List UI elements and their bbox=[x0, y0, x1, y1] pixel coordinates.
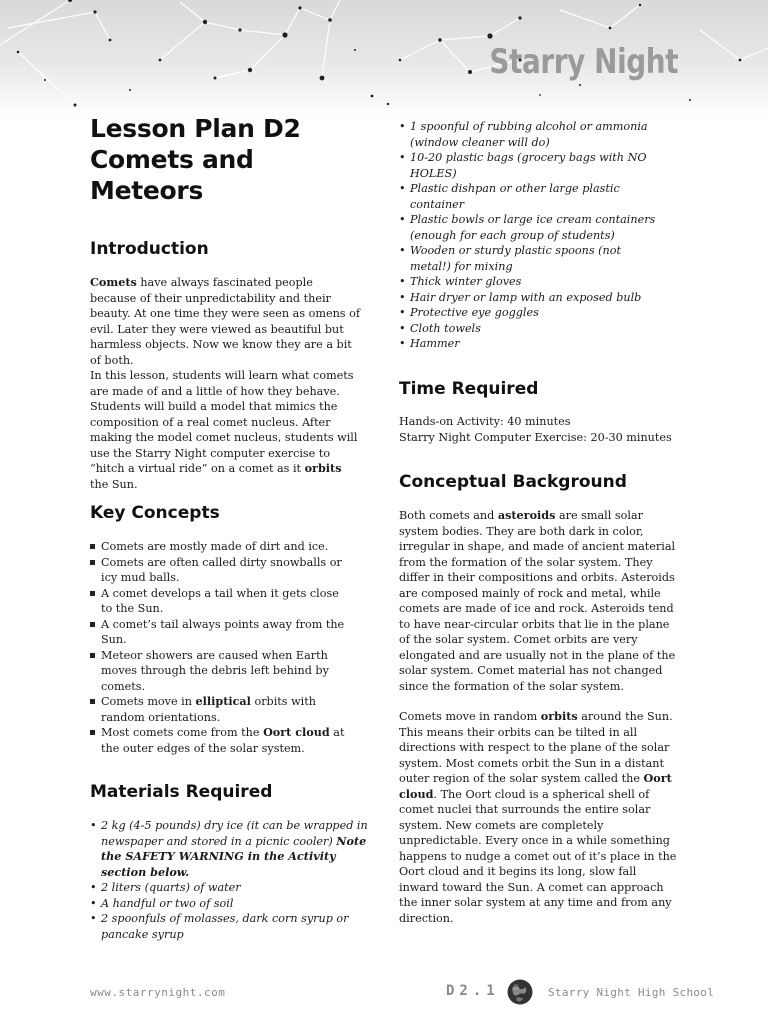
intro-p1-text: have always fascinated people because of their unpredictability and their beauty. At one time they were seen as omens of evil. Later they were viewed as beautiful but harmless objects. Now we know they are a bit of both. bbox=[90, 276, 360, 367]
item-text: Most comets come from the bbox=[101, 726, 264, 739]
time-activity: Hands-on Activity: 40 minutes bbox=[399, 415, 571, 428]
list-item: A comet develops a tail when it gets close to the Sun. bbox=[90, 586, 348, 617]
list-item: Comets are mostly made of dirt and ice. bbox=[90, 539, 348, 555]
lesson-title bbox=[90, 113, 370, 206]
bg-p2-mid: around the Sun. This means their orbits can be tilted in all directions with respect to the plane of the solar system. Most comets orbit the Sun in a distant outer region of the solar system called the bbox=[399, 710, 673, 785]
list-item bbox=[90, 725, 348, 756]
background-paragraph-2 bbox=[399, 709, 677, 926]
safety-warning-note: Note the SAFETY WARNING in the Activity section below. bbox=[101, 833, 367, 879]
key-concepts-list bbox=[90, 539, 348, 756]
item-text: 2 kg (4-5 pounds) dry ice (it can be wrapped in newspaper and stored in a picnic cooler) bbox=[101, 819, 368, 848]
list-item bbox=[90, 818, 368, 880]
list-item: • Wooden or sturdy plastic spoons (not metal!) for mixing bbox=[399, 243, 665, 274]
list-item: • Cloth towels bbox=[399, 321, 665, 337]
list-item: • A handful or two of soil bbox=[90, 896, 368, 912]
bg-p2-text: Comets move in random bbox=[399, 710, 541, 723]
background-paragraph-1 bbox=[399, 508, 677, 694]
footer-website: www.starrynight.com bbox=[90, 986, 226, 999]
title-line-1: Lesson Plan D2 bbox=[90, 114, 301, 143]
list-item: • 10-20 plastic bags (grocery bags with NO HOLES) bbox=[399, 150, 665, 181]
oort-cloud-term: Oort cloud bbox=[399, 771, 672, 801]
list-item: • Hair dryer or lamp with an exposed bulb bbox=[399, 290, 665, 306]
item-text: Comets move in bbox=[101, 695, 196, 708]
list-item: A comet’s tail always points away from the Sun. bbox=[90, 617, 348, 648]
bg-p1-text: Both comets and bbox=[399, 509, 498, 522]
list-item: Meteor showers are caused when Earth moves through the debris left behind by comets. bbox=[90, 648, 348, 695]
list-item: • 2 spoonfuls of molasses, dark corn syrup or pancake syrup bbox=[90, 911, 368, 942]
item-text: at the outer edges of the solar system. bbox=[101, 726, 345, 755]
oort-cloud-term: Oort cloud bbox=[263, 725, 330, 739]
list-item: Comets are often called dirty snowballs or icy mud balls. bbox=[90, 555, 348, 586]
asteroids-term: asteroids bbox=[497, 508, 556, 522]
item-text: orbits with random orientations. bbox=[101, 695, 316, 724]
comets-term: Comets bbox=[90, 275, 137, 289]
time-required-heading: Time Required bbox=[399, 379, 539, 399]
intro-p2-end: the Sun. bbox=[90, 477, 138, 491]
list-item: • Thick winter gloves bbox=[399, 274, 665, 290]
conceptual-background-heading: Conceptual Background bbox=[399, 472, 627, 492]
elliptical-term: elliptical bbox=[195, 694, 251, 708]
time-computer-exercise: Starry Night Computer Exercise: 20-30 minutes bbox=[399, 431, 672, 444]
introduction-paragraph-1 bbox=[90, 275, 362, 368]
list-item: • Plastic dishpan or other large plastic container bbox=[399, 181, 665, 212]
materials-heading: Materials Required bbox=[90, 782, 273, 802]
footer-school-name: Starry Night High School bbox=[548, 986, 715, 999]
materials-list-right bbox=[399, 119, 665, 352]
materials-list-left bbox=[90, 818, 368, 942]
list-item: • Hammer bbox=[399, 336, 665, 352]
title-line-3: Meteors bbox=[90, 176, 204, 205]
brand-logo: Starry Night bbox=[489, 42, 678, 82]
introduction-paragraph-2 bbox=[90, 368, 362, 492]
introduction-heading: Introduction bbox=[90, 239, 209, 259]
list-item bbox=[90, 694, 348, 725]
title-line-2: Comets and bbox=[90, 145, 254, 174]
header-band bbox=[0, 0, 768, 118]
globe-icon bbox=[507, 979, 533, 1005]
list-item: • 2 liters (quarts) of water bbox=[90, 880, 368, 896]
key-concepts-heading: Key Concepts bbox=[90, 503, 220, 523]
intro-p2-text: In this lesson, students will learn what comets are made of and a little of how they behave. Students will build a model that mimics the composition of a real comet nucleus. After making the model comet nucleus, students will use the Starry Night computer exercise to “hitch a virtual ride” on a comet as it bbox=[90, 369, 358, 475]
orbits-term: orbits bbox=[304, 461, 342, 475]
orbits-term: orbits bbox=[540, 709, 578, 723]
list-item: • Protective eye goggles bbox=[399, 305, 665, 321]
bg-p2-end: . The Oort cloud is a spherical shell of comet nuclei that surrounds the entire solar system. New comets are completely unpredictable. Every once in a while something happens to nudge a comet out of it’s place in the Oort cloud and it begins its long, slow fall inward toward the Sun. A comet can approach the inner solar system at any time and from any direction. bbox=[399, 787, 677, 925]
footer-page-number: D2.1 bbox=[446, 983, 500, 999]
list-item: • Plastic bowls or large ice cream containers (enough for each group of students) bbox=[399, 212, 665, 243]
bg-p1-rest: are small solar system bodies. They are both dark in color, irregular in shape, and made of ancient material from the formation of the solar system. They differ in their compositions and orbits. Asteroids are composed mainly of rock and metal, while comets are made of ice and rock. Asteroids tend to have near-circular orbits that lie in the plane of the solar system. Comet orbits are very elongated and are usually not in the plane of the solar system. Comet material has not changed since the formation of the solar system. bbox=[399, 509, 676, 693]
list-item: • 1 spoonful of rubbing alcohol or ammonia (window cleaner will do) bbox=[399, 119, 665, 150]
